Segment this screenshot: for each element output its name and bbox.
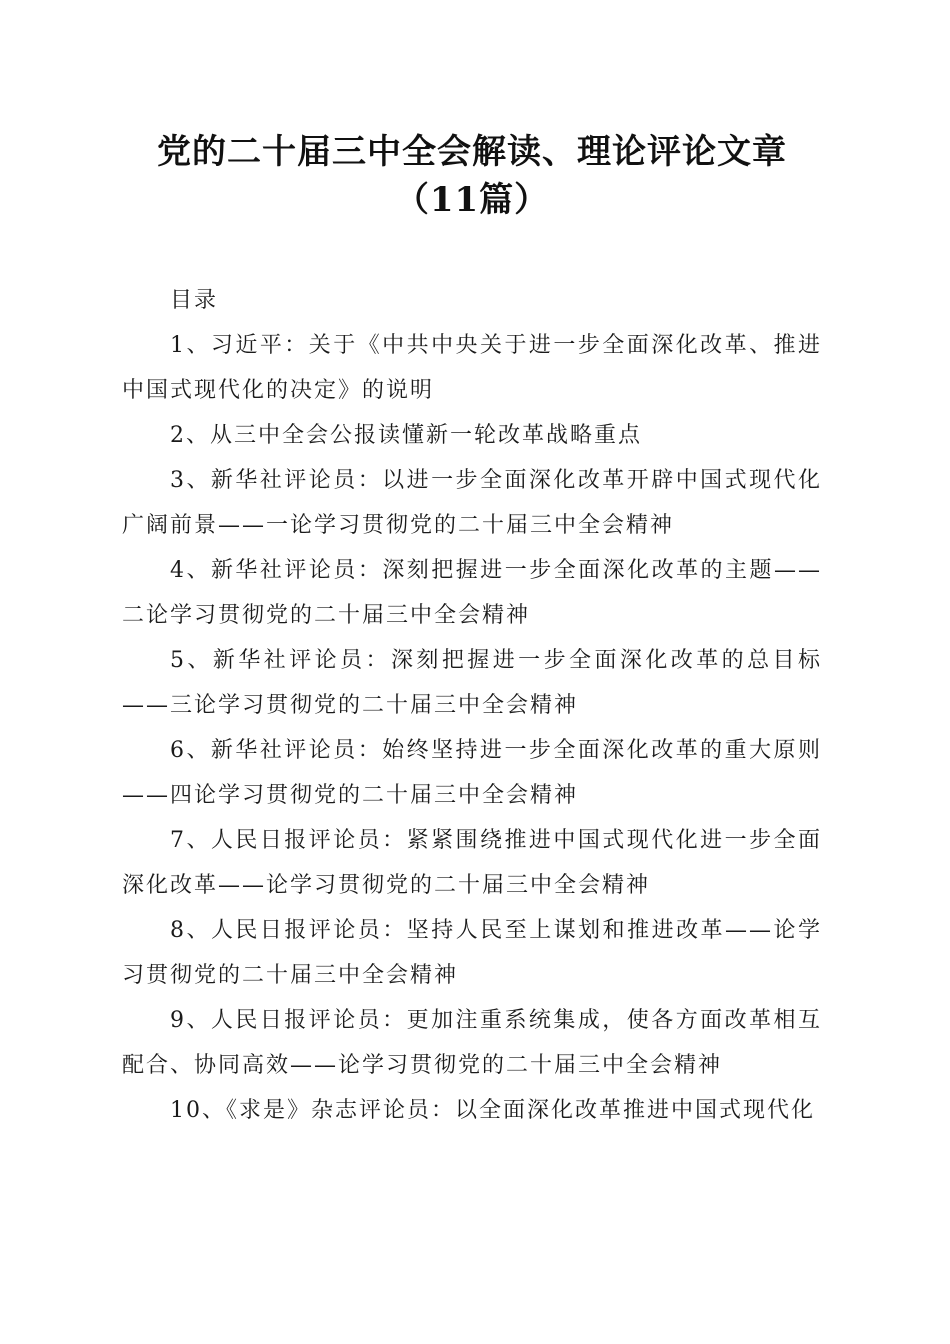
toc-heading: 目录 [170,288,219,313]
toc-item-8: 8、人民日报评论员：坚持人民至上谋划和推进改革——论学习贯彻党的二十届三中全会精神 [122,918,822,988]
toc-item-9: 9、人民日报评论员：更加注重系统集成，使各方面改革相互配合、协同高效——论学习贯彻党的二十届三中全会精神 [122,1008,822,1078]
toc-item-6: 6、新华社评论员：始终坚持进一步全面深化改革的重大原则——四论学习贯彻党的二十届三中全会精神 [122,738,822,808]
toc-item-10: 10、《求是》杂志评论员：以全面深化改革推进中国式现代化 [170,1098,815,1123]
toc-item-1: 1、习近平：关于《中共中央关于进一步全面深化改革、推进中国式现代化的决定》的说明 [122,333,822,403]
toc-list [122,323,822,1133]
toc-item-2: 2、从三中全会公报读懂新一轮改革战略重点 [170,423,642,448]
toc-item-5: 5、新华社评论员：深刻把握进一步全面深化改革的总目标——三论学习贯彻党的二十届三中全会精神 [122,648,822,718]
document-title: 党的二十届三中全会解读、理论评论文章（11篇） [157,132,787,220]
toc-item-4: 4、新华社评论员：深刻把握进一步全面深化改革的主题——二论学习贯彻党的二十届三中全会精神 [122,558,822,628]
table-of-contents [122,278,822,1133]
toc-item-3: 3、新华社评论员：以进一步全面深化改革开辟中国式现代化广阔前景——一论学习贯彻党的二十届三中全会精神 [122,468,822,538]
toc-item-7: 7、人民日报评论员：紧紧围绕推进中国式现代化进一步全面深化改革——论学习贯彻党的二十届三中全会精神 [122,828,822,898]
